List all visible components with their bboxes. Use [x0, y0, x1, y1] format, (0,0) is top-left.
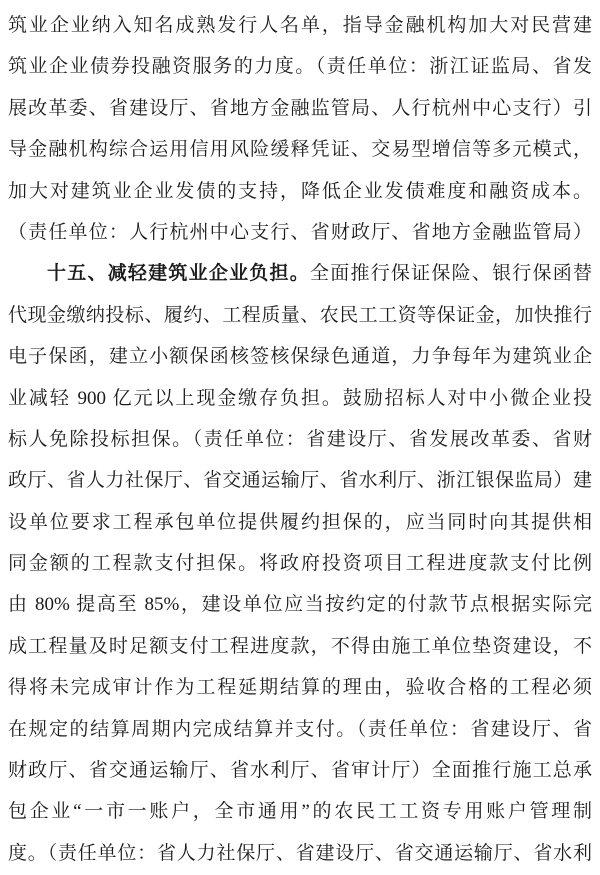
text-line	[8, 212, 592, 253]
text-run: 业减轻 900 亿元以上现金缴存负担。鼓励招标人对中小微企业投	[8, 387, 592, 409]
text-run: 同金额的工程款支付担保。将政府投资项目工程进度款支付比例	[8, 553, 592, 575]
text-run: 筑业企业纳入知名成熟发行人名单，指导金融机构加大对民营建	[8, 15, 592, 36]
text-line	[8, 709, 592, 750]
text-run: 财政厅、省交通运输厅、省水利厅、省审计厅）全面推行施工总承	[8, 760, 592, 782]
text-line	[8, 129, 592, 170]
text-line	[8, 419, 592, 460]
text-line	[8, 626, 592, 667]
text-run: 度。（责任单位：省人力社保厅、省建设厅、省交通运输厅、省水利	[8, 842, 592, 864]
text-line-section-heading	[8, 253, 592, 294]
text-run: 代现金缴纳投标、履约、工程质量、农民工工资等保证金，加快推行	[8, 304, 592, 326]
text-run: 得将未完成审计作为工程延期结算的理由，验收合格的工程必须	[8, 677, 592, 699]
text-run: 展改革委、省建设厅、省地方金融监管局、人行杭州中心支行）引	[8, 97, 592, 119]
text-run: 电子保函，建立小额保函核签核保绿色通道，力争每年为建筑业企	[8, 346, 592, 368]
text-line	[8, 502, 592, 543]
text-run: 标人免除投标担保。（责任单位：省建设厅、省发展改革委、省财	[8, 428, 592, 450]
text-run: 在规定的结算周期内完成结算并支付。（责任单位：省建设厅、省	[8, 718, 592, 740]
text-line	[8, 295, 592, 336]
text-run: 筑业企业债券投融资服务的力度。（责任单位：浙江证监局、省发	[8, 56, 592, 78]
text-line	[8, 46, 592, 87]
text-run: 包企业“一市一账户，全市通用”的农民工工资专用账户管理制	[8, 801, 592, 823]
text-line	[8, 171, 592, 212]
text-run: 全面推行保证保险、银行保函替	[310, 263, 592, 285]
text-run: 设单位要求工程承包单位提供履约担保的，应当同时向其提供相	[8, 511, 592, 533]
text-line	[8, 5, 592, 46]
text-line	[8, 460, 592, 501]
text-line	[8, 584, 592, 625]
text-run: （责任单位：人行杭州中心支行、省财政厅、省地方金融监管局）	[8, 221, 592, 243]
text-line	[8, 833, 592, 874]
text-run: 由 80% 提高至 85%，建设单位应当按约定的付款节点根据实际完	[8, 594, 592, 616]
text-line	[8, 88, 592, 129]
text-line	[8, 336, 592, 377]
text-line	[8, 667, 592, 708]
text-run: 导金融机构综合运用信用风险缓释凭证、交易型增信等多元模式，	[8, 139, 592, 161]
text-run: 成工程量及时足额支付工程进度款，不得由施工单位垫资建设，不	[8, 635, 592, 657]
text-line	[8, 378, 592, 419]
text-line	[8, 791, 592, 832]
text-line	[8, 543, 592, 584]
section-heading-run: 十五、减轻建筑业企业负担。	[47, 263, 310, 285]
text-run: 加大对建筑业企业发债的支持，降低企业发债难度和融资成本。	[8, 180, 592, 202]
text-line	[8, 750, 592, 791]
text-run: 政厅、省人力社保厅、省交通运输厅、省水利厅、浙江银保监局）建	[8, 470, 592, 492]
